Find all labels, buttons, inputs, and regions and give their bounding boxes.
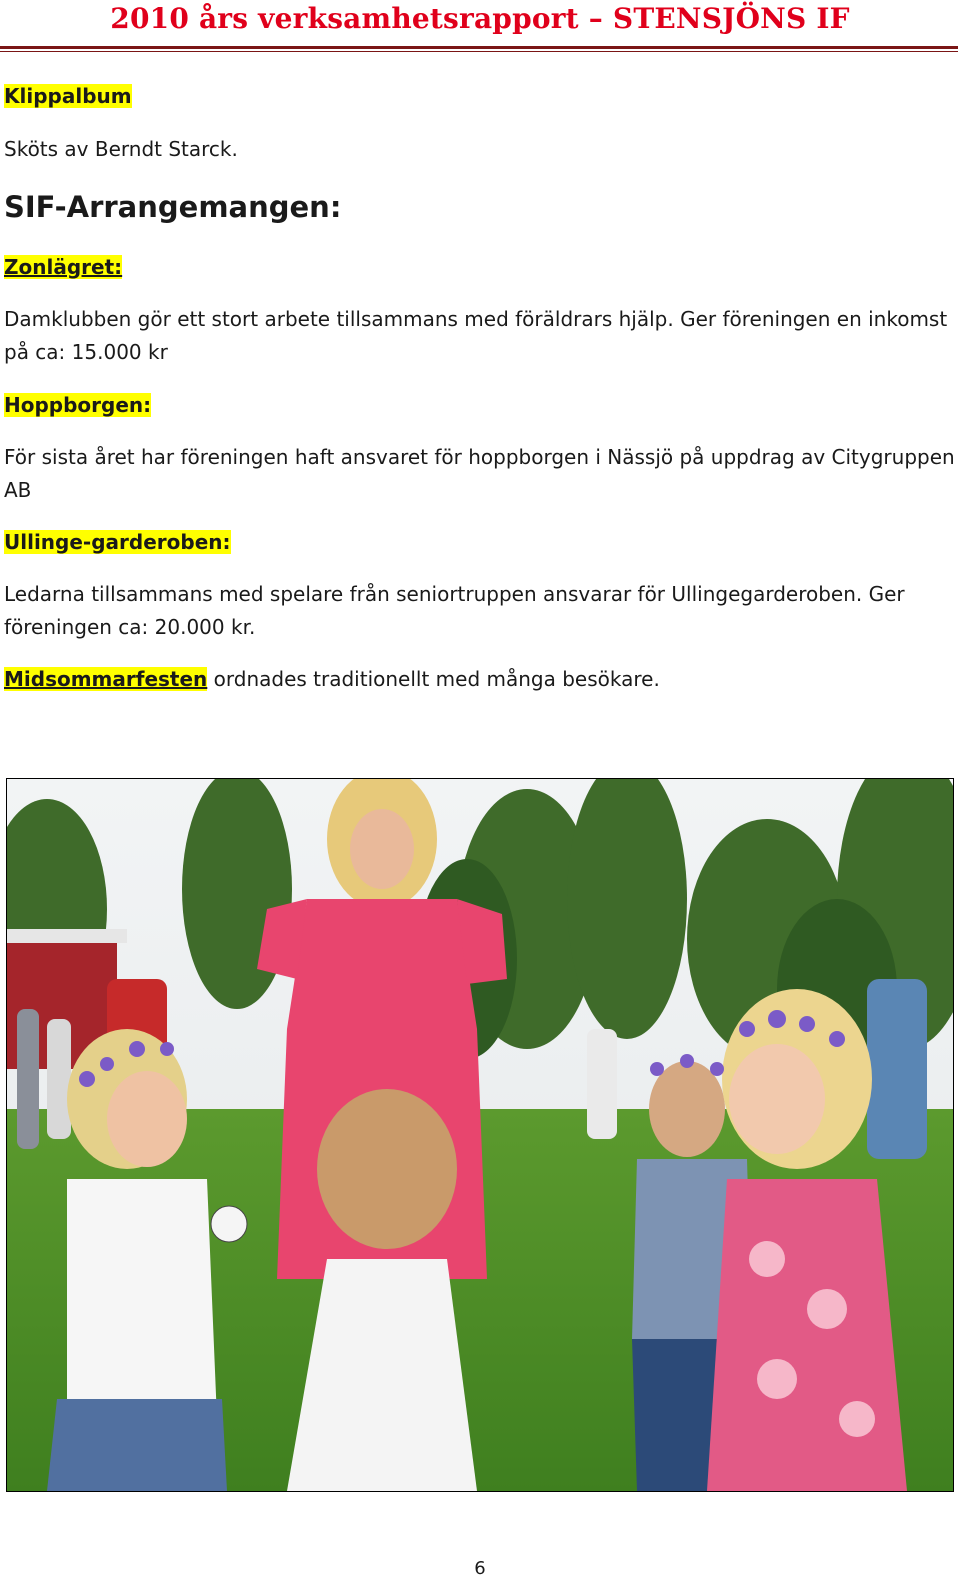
section-heading: SIF-Arrangemangen: xyxy=(4,190,342,224)
klippalbum-text: Sköts av Berndt Starck. xyxy=(4,137,238,161)
page-number: 6 xyxy=(474,1558,486,1579)
ullinge-heading: Ullinge-garderoben: xyxy=(4,530,231,554)
header-rule-thin xyxy=(0,51,958,52)
zonlagret-heading: Zonlägret: xyxy=(4,255,123,279)
midsummer-photo xyxy=(6,778,954,1492)
midsummer-photo-illustration xyxy=(7,779,953,1491)
midsommar-text: ordnades traditionellt med många besökare. xyxy=(207,667,660,691)
midsommar-highlight: Midsommarfesten xyxy=(4,667,208,691)
klippalbum-heading: Klippalbum xyxy=(4,84,132,108)
header-rule xyxy=(0,46,958,49)
hoppborgen-heading: Hoppborgen: xyxy=(4,393,152,417)
ullinge-text: Ledarna tillsammans med spelare från seniortruppen ansvarar för Ullingegarderoben. Ger föreningen ca: 20.000 kr. xyxy=(4,582,905,639)
page-header-title: 2010 års verksamhetsrapport – STENSJÖNS IF xyxy=(110,2,850,35)
hoppborgen-text: För sista året har föreningen haft ansvaret för hoppborgen i Nässjö på uppdrag av Citygruppen AB xyxy=(4,445,955,502)
midsommar-paragraph xyxy=(4,663,956,696)
zonlagret-text: Damklubben gör ett stort arbete tillsammans med föräldrars hjälp. Ger föreningen en inkomst på ca: 15.000 kr xyxy=(4,307,948,364)
